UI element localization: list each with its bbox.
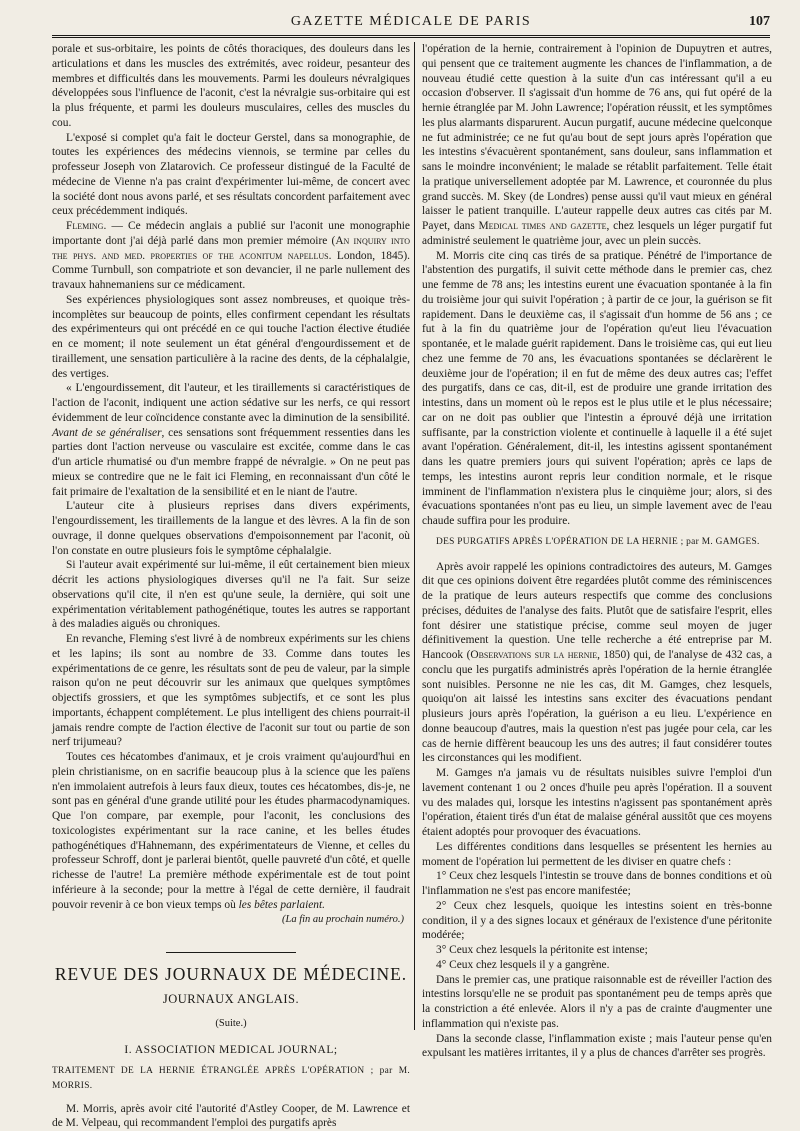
italic-phrase: les bêtes parlaient. bbox=[239, 899, 325, 911]
paragraph-text: Toutes ces hécatombes d'animaux, et je crois vraiment qu'aujourd'hui en plein christianisme, on en sacrifie beaucoup plus à la science que les païens n'en immolaient autrefois à leurs faux dieux, toutes ces hécatombes, dis-je, ne sont pas en général d'une grande utilité pour les études pharmacodynamiques. Que l'on compare, par exemple, pour l'aconit, les conclusions des toxicologistes expérimentant sur la race canine, et les belles études pathogénétiques d'Hahnemann, des expérimentateurs de Vienne, et celles du professeur Schroff, dont je parlerai bientôt, quelle pauvreté d'un côté, et quelle richesse de l'autre! La première méthode expérimentale est de tout point inférieure à la seconde; pour la mettre à l'égal de cette dernière, il faudrait pouvoir revenir à ce bon vieux temps où bbox=[52, 751, 410, 911]
journal-reference: Medical times and gazette bbox=[479, 220, 607, 232]
book-reference: Observations sur la hernie bbox=[470, 649, 597, 661]
paragraph: Les différentes conditions dans lesquelles se présentent les hernies au moment de l'opération lui permettent de les diviser en quatre chefs : bbox=[422, 840, 772, 870]
page-number: 107 bbox=[749, 14, 770, 30]
journal-title: GAZETTE MÉDICALE DE PARIS bbox=[52, 14, 770, 30]
paragraph bbox=[52, 219, 410, 293]
header-rule bbox=[52, 35, 770, 38]
fleming-lead: Fleming. bbox=[66, 220, 106, 232]
paragraph: M. Morris cite cinq cas tirés de sa pratique. Pénétré de l'importance de l'abstention des purgatifs, il suivit cette méthode dans le premier cas, chez une femme de 78 ans; les intestins eurent une évacuation spontanée à la fin du troisième jour qui suivit l'opération ; à partir de ce jour, la guérison se fit rapidement. Dans le deuxième cas, il s'agissait d'un homme de 56 ans ; ce fut à la fin du quatrième jour de l'opération qu'eut lieu l'évacuation spontanée, et le malade guérit rapidement. Dans le troisième cas, qui eut lieu chez une femme de 70 ans, les évacuations spontanées se déclarèrent le deuxième jour de l'opération; il en fut de même des deux autres cas; l'effet des purgatifs, dans ce cas, dit-il, est de produire une grande irritation des intestins, dans un moment où le repos est le plus utile et le plus nécessaire; car on ne doit pas oublier que l'intestin a éprouvé déjà une irritation suffisante, par la constriction violente et continuelle à laquelle il a été sujet avant l'opération. Généralement, dit-il, les intestins agissent spontanément dans les quatre premiers jours qui suivent l'opération; après ce laps de temps, les intestins auront repris leur condition normale, et le risque imminent de l'inflammation n'existera plus le cinquième jour; alors, si des évacuations spontanées n'ont pas eu lieu, un simple lavement avec de l'eau chaude suffira pour les produire. bbox=[422, 249, 772, 529]
book-reference: An inquiry into the phys. and med. properties of the aconitum napellus. bbox=[52, 235, 410, 262]
paragraph: M. Morris, après avoir cité l'autorité d'Astley Cooper, de M. Lawrence et de M. Velpeau, qui recommandent l'emploi des purgatifs après bbox=[52, 1102, 410, 1131]
list-item: 3° Ceux chez lesquels la péritonite est intense; bbox=[422, 943, 772, 958]
paragraph: M. Gamges n'a jamais vu de résultats nuisibles suivre l'emploi d'un lavement contenant 1 ou 2 onces d'huile peu après l'opération. Il a souvent vu des malades qui, lorsque les intestins n'agissent pas spontanément après l'opération, étaient tirés d'un état de malaise général aussitôt que ces moyens étaient adoptés pour provoquer des évacuations. bbox=[422, 766, 772, 840]
left-column bbox=[52, 42, 410, 1032]
continuation-note: (La fin au prochain numéro.) bbox=[52, 913, 404, 928]
paragraph: Si l'auteur avait expérimenté sur lui-même, il eût certainement bien mieux décrit les actions physiologiques diverses qu'il ne l'a fait. Sur seize observations qu'il cite, il n'en est qu'une seule, la dernière, qui soit une expérimentation véritablement pathogénétique, toutes les autres se rapportant à des maladies aiguës ou chroniques. bbox=[52, 558, 410, 632]
paragraph: Dans la seconde classe, l'inflammation existe ; mais l'auteur pense qu'en expulsant les matières irritantes, il y a plus de chances d'arrêter ses progrès. bbox=[422, 1032, 772, 1062]
article-heading: TRAITEMENT DE LA HERNIE ÉTRANGLÉE APRÈS L'OPÉRATION ; par M. MORRIS. bbox=[52, 1064, 410, 1094]
paragraph-text: — Ce médecin anglais a publié sur l'aconit une monographie importante dont j'ai déjà parlé dans mon premier mémoire ( bbox=[52, 220, 410, 247]
paragraph-text: l'opération de la hernie, contrairement à l'opinion de Dupuytren et autres, qui pensent que ce traitement augmente les chances de l'inflammation, a de nouveau étudié cette question à la suite d'un cas intéressant qu'il a eu occasion d'observer. Il s'agissait d'un homme de 76 ans, qui fut opéré de la hernie étranglée par M. John Lawrence; l'opération réussit, et les symptômes les plus alarmants disparurent. Aucun purgatif, aucune médecine quelconque ne fut administrée; ce ne fut qu'au bout de sept jours après l'opération que les intestins s'évacuèrent spontanément, sans douleur, sans inflammation et sans le moindre inconvénient; le malade se rétablit parfaitement. Telle était la pratique universellement adoptée par M. Lawrence, et couronnée du plus grand succès. M. Skey (de Londres) pense aussi qu'il vaut mieux en général laisser le patient tranquille. L'auteur rappelle deux autres cas cités par M. Payet, dans bbox=[422, 43, 772, 232]
column-divider bbox=[414, 42, 415, 1030]
review-title: REVUE DES JOURNAUX DE MÉDECINE. bbox=[52, 967, 410, 982]
paragraph-text: Après avoir rappelé les opinions contradictoires des auteurs, M. Gamges dit que ces opinions doivent être regardées plutôt comme des réminiscences de la pratique de leurs auteurs respectifs que comme des conclusions précises, déduites de l'analyse des faits. Plutôt que de satisfaire l'esprit, elles font désirer une statistique précise, comme seul moyen de juger définitivement la question. Une telle recherche a été entreprise par M. Hancook ( bbox=[422, 561, 772, 662]
paragraph: L'auteur cite à plusieurs reprises dans divers expériments, l'engourdissement, les tiraillements de la langue et des lèvres. A la fin de son ouvrage, il donne quelques observations d'empoisonnement par l'aconit, où l'on constate en outre plusieurs fois le symptôme céphalalgie. bbox=[52, 499, 410, 558]
paragraph: Ses expériences physiologiques sont assez nombreuses, et quoique très-incomplètes sur beaucoup de points, elles confirment cependant les résultats des expérimenteurs qui ont précédé en ce qui touche l'action élective étudiée en ce moment; il note seulement un état général d'engourdissement et de tiraillement, une sensation particulière à la racine des dents, de la céphalalgie, des vertiges. bbox=[52, 293, 410, 382]
paragraph bbox=[52, 381, 410, 499]
paragraph: En revanche, Fleming s'est livré à de nombreux expériments sur les chiens et les lapins; ils sont au nombre de 33. Comme dans toutes les expérimentations de ce genre, les résultats sont de peu de valeur, par la simple raison qu'on ne peut découvrir sur les animaux que quelques symptômes objectifs grossiers, et que les symptômes subjectifs, et ce sont les plus importants, échappent complétement. Le plus intelligent des chiens pourrait-il jamais rendre compte de l'action élective de l'aconit sur tout ou partie de son nerf trijumeau? bbox=[52, 632, 410, 750]
article-heading: DES PURGATIFS APRÈS L'OPÉRATION DE LA HERNIE ; par M. GAMGES. bbox=[436, 535, 772, 550]
paragraph: L'exposé si complet qu'a fait le docteur Gerstel, dans sa monographie, de toutes les expériences des médecins viennois, se termine par celles du professeur Joseph von Zlatarovich. Ce professeur distingué de la Faculté de médecine de Vienne n'a pas craint d'expérimenter lui-même, de concert avec la société dont nous avons parlé, et ses résultats concordent parfaitement avec ceux précédemment indiqués. bbox=[52, 131, 410, 220]
review-suite: (Suite.) bbox=[52, 1017, 410, 1032]
paragraph-text: , chez lesquels un léger purgatif fut administré seulement le quatrième jour, avec un plein succès. bbox=[422, 220, 772, 247]
paragraph bbox=[422, 560, 772, 767]
paragraph: porale et sus-orbitaire, les points de côtés thoraciques, des douleurs dans les articulations et dans les muscles des extrémités, avec roideur, pesanteur des membres et difficultés dans les mouvements. Parmi les douleurs névralgiques développées sous l'influence de l'aconit, c'est la névralgie sus-orbitaire qui est la plus fréquente, et parmi les douleurs musculaires, celles des muscles du cou. bbox=[52, 42, 410, 131]
page-header bbox=[52, 12, 770, 36]
paragraph bbox=[422, 42, 772, 249]
paragraph bbox=[52, 750, 410, 912]
paragraph-text: London, 1845). Comme Turnbull, son compatriote et son devancier, il ne parle nullement des travaux hahnemaniens sur ce médicament. bbox=[52, 250, 410, 292]
section-separator bbox=[166, 952, 296, 953]
italic-phrase: Avant de se généraliser bbox=[52, 427, 162, 439]
list-item: 4° Ceux chez lesquels il y a gangrène. bbox=[422, 958, 772, 973]
paragraph-text: « L'engourdissement, dit l'auteur, et les tiraillements si caractéristiques de l'action de l'aconit, indiquent une action sédative sur les nerfs, ce qui ressort évidemment de leur coïncidence constante avec la diminution de la sensibilité. bbox=[52, 382, 410, 424]
paragraph-text: , ces sensations sont fréquemment ressenties dans les parties dont l'action nerveuse ou vasculaire est excitée, comme dans le cas d'un article rhumatisé ou d'un membre frappé de névralgie. » On ne peut pas mieux se contredire que ne le fait ici Fleming, en reconnaissant d'un côté le fait primaire de l'exaltation de la sensibilité et en le niant de l'autre. bbox=[52, 427, 410, 498]
list-item: 1° Ceux chez lesquels l'intestin se trouve dans de bonnes conditions et où l'inflammation ne s'est pas encore manifestée; bbox=[422, 869, 772, 899]
right-column bbox=[422, 42, 772, 1032]
paragraph: Dans le premier cas, une pratique raisonnable est de réveiller l'action des intestins lorsqu'elle ne se produit pas spontanément peu de temps après que la constriction a été enlevée. Alors il n'y a pas de crainte d'augmenter une inflammation qui n'existe pas. bbox=[422, 973, 772, 1032]
review-subtitle: JOURNAUX ANGLAIS. bbox=[52, 992, 410, 1007]
paragraph-text: , 1850) qui, de l'analyse de 432 cas, a conclu que les purgatifs administrés après l'opération de la hernie étranglée sont nuisibles. Personne ne nie les cas, dit M. Gamges, chez lesquels, quoiqu'on ait laissé les intestins sans exciter des évacuations pendant plusieurs jours après l'opération, la guérison a eu lieu. L'expérience en donne beaucoup d'autres, mais la question n'est pas jugée pour cela, car les cas de hernie diffèrent beaucoup les uns des autres; il faut considérer toutes les circonstances qui les modifient. bbox=[422, 649, 772, 764]
review-section-heading: I. ASSOCIATION MEDICAL JOURNAL; bbox=[52, 1043, 410, 1058]
list-item: 2° Ceux chez lesquels, quoique les intestins soient en très-bonne condition, il y a des signes locaux et généraux de l'existence d'une péritonite modérée; bbox=[422, 899, 772, 943]
